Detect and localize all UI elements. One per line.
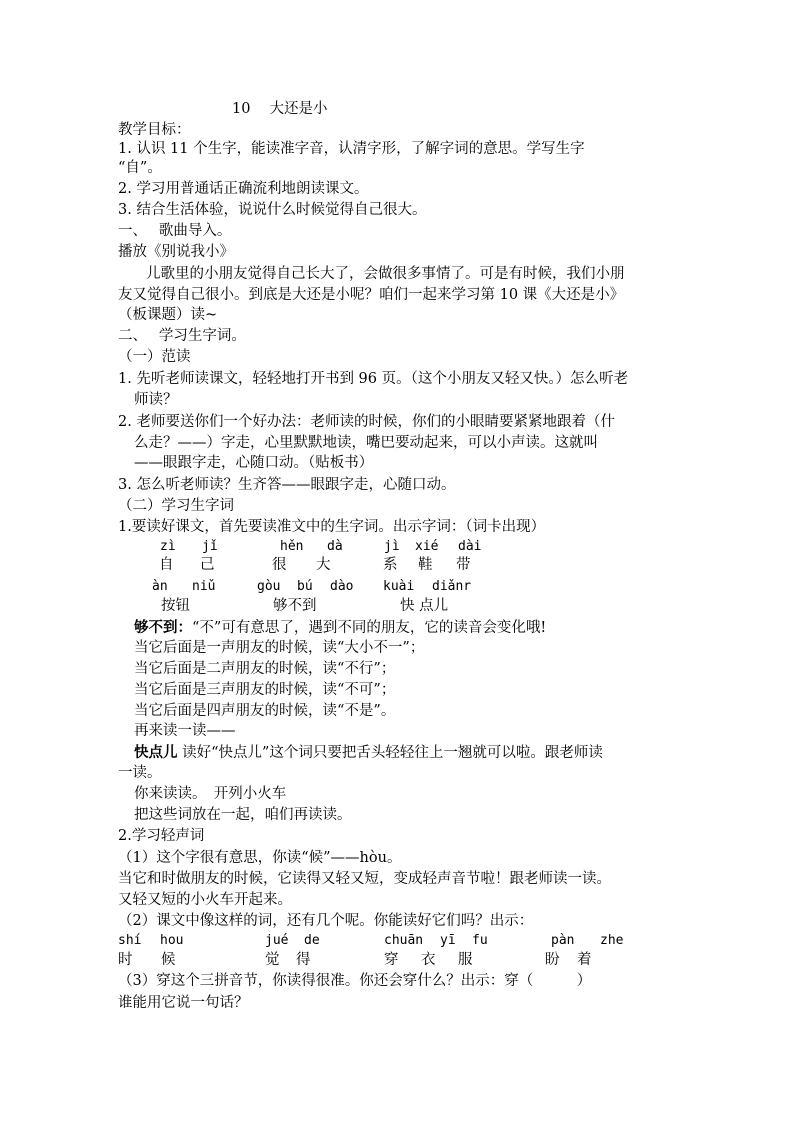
light-tone-heading: 2.学习轻声词	[118, 828, 205, 844]
hanzi: 穿	[384, 952, 399, 968]
gou-intro: “不”可有意思了，遇到不同的朋友，它的读音会变化哦!	[192, 620, 547, 636]
hanzi: 盼	[545, 952, 560, 968]
you-read: 你来读读。 开列小火车	[134, 786, 287, 802]
pinyin: jì	[384, 539, 400, 554]
pinyin: gòu	[257, 579, 281, 594]
pinyin: chuān	[384, 933, 424, 948]
hanzi: 时	[118, 952, 133, 968]
gou-paragraph	[134, 618, 546, 638]
light-tone-2: 当它和时做朋友的时候，它读得又轻又短，变成轻声音节啦！跟老师读一读。	[118, 871, 611, 887]
pinyin: zì	[160, 539, 176, 554]
hanzi: 大	[316, 557, 331, 573]
gou-tone-3: 当它后面是三声朋友的时候，读“不可”；	[134, 682, 396, 698]
read-again: 再来读一读——	[134, 723, 236, 739]
pinyin: diǎnr	[432, 579, 472, 594]
kuai-text: 读好“快点儿”这个词只要把舌头轻轻往上一翘就可以啦。跟老师读	[177, 745, 603, 761]
pinyin: kuài	[383, 579, 415, 594]
kuai-term: 快点儿	[134, 744, 178, 761]
hanzi: 服	[458, 952, 473, 968]
pinyin: yī	[440, 933, 456, 948]
hanzi: 衣	[421, 952, 436, 968]
hanzi: 己	[200, 557, 215, 573]
light-tone-4: （3）穿这个三拼音节，你读得很准。你还会穿什么？出示：穿（ ）	[118, 973, 592, 989]
pinyin: xié	[415, 539, 439, 554]
pinyin: bú	[297, 579, 313, 594]
step-3: 3. 怎么听老师读？生齐答——眼跟字走，心随口动。	[118, 477, 456, 493]
step-1-cont: 师读？	[134, 392, 178, 408]
gou-tone-4: 当它后面是四声朋友的时候，读“不是”。	[134, 703, 396, 719]
objective-3: 3. 结合生活体验，说说什么时候觉得自己很大。	[118, 202, 427, 218]
gou-term: 够不到：	[134, 619, 192, 636]
hanzi: 觉	[265, 952, 280, 968]
pinyin: dài	[458, 539, 482, 554]
hanzi: 按钮	[161, 598, 190, 614]
part1-heading: 一、 歌曲导入。	[118, 223, 232, 239]
objectives-heading: 教学目标：	[118, 122, 191, 138]
pinyin: àn	[152, 579, 168, 594]
step-2-end: ——眼跟字走，心随口动。（贴板书）	[134, 455, 374, 471]
light-tone-2-cont: 又轻又短的小火车开起来。	[118, 892, 292, 908]
step-2: 2. 老师要送你们一个好办法：老师读的时候，你们的小眼睛要紧紧地跟着（什	[118, 414, 615, 430]
pinyin: jué	[265, 933, 289, 948]
subsection-2: （二）学习生字词	[118, 498, 234, 514]
pinyin: hou	[160, 933, 184, 948]
lesson-title: 10 大还是小	[232, 101, 328, 117]
hanzi: 自	[159, 557, 174, 573]
light-tone-3: （2）课文中像这样的词，还有几个呢。你能读好它们吗？出示：	[118, 913, 534, 929]
read-together: 把这些词放在一起，咱们再读读。	[134, 807, 352, 823]
hanzi: 鞋	[418, 557, 433, 573]
step-2-cont: 么走？——）字走，心里默默地读，嘴巴要动起来，可以小声读。这就叫	[134, 435, 598, 451]
part1-paragraph: 儿歌里的小朋友觉得自己长大了，会做很多事情了。可是有时候，我们小朋	[146, 266, 625, 282]
hanzi: 够不到	[273, 598, 317, 614]
pinyin: pàn	[551, 933, 575, 948]
kuai-paragraph	[134, 743, 603, 763]
hanzi: 得	[296, 952, 311, 968]
hanzi: 着	[577, 952, 592, 968]
part1-paragraph-cont: 友又觉得自己很小。到底是大还是小呢？咱们一起来学习第 10 课《大还是小》	[118, 287, 625, 303]
part2-heading: 二、 学习生字词。	[118, 328, 246, 344]
light-tone-5: 谁能用它说一句话？	[118, 995, 249, 1011]
pinyin: fu	[472, 933, 488, 948]
hanzi: 快 点儿	[400, 598, 449, 614]
hanzi: 系	[383, 557, 398, 573]
pinyin: jǐ	[202, 539, 218, 554]
pinyin: dà	[327, 539, 343, 554]
gou-tone-2: 当它后面是二声朋友的时候，读“不行”；	[134, 661, 396, 677]
part1-line1: 播放《别说我小》	[118, 244, 234, 260]
objective-1-cont: “自”。	[118, 160, 162, 176]
part1-paragraph-end: （板课题）读~	[118, 307, 218, 323]
subsection-1: （一）范读	[118, 349, 191, 365]
kuai-paragraph-cont: 一读。	[118, 765, 162, 781]
light-tone-1: （1）这个字很有意思，你读“候”——hòu。	[118, 850, 402, 866]
pinyin: niǔ	[192, 579, 216, 594]
objective-1: 1. 认识 11 个生字，能读准字音，认清字形，了解字词的意思。学写生字	[118, 141, 585, 157]
hanzi: 很	[272, 557, 287, 573]
hanzi: 带	[456, 557, 471, 573]
hanzi: 候	[161, 952, 176, 968]
step-1: 1. 先听老师读课文，轻轻地打开书到 96 页。（这个小朋友又轻又快。）怎么听老	[118, 371, 629, 387]
pinyin: zhe	[600, 933, 624, 948]
pinyin: shí	[118, 933, 142, 948]
gou-tone-1: 当它后面是一声朋友的时候，读“大小不一”；	[134, 640, 425, 656]
pinyin: hěn	[280, 539, 304, 554]
pinyin: dào	[330, 579, 354, 594]
pinyin: de	[304, 933, 320, 948]
objective-2: 2. 学习用普通话正确流利地朗读课文。	[118, 181, 369, 197]
word-intro: 1.要读好课文，首先要读准文中的生字词。出示字词：（词卡出现）	[118, 519, 546, 535]
